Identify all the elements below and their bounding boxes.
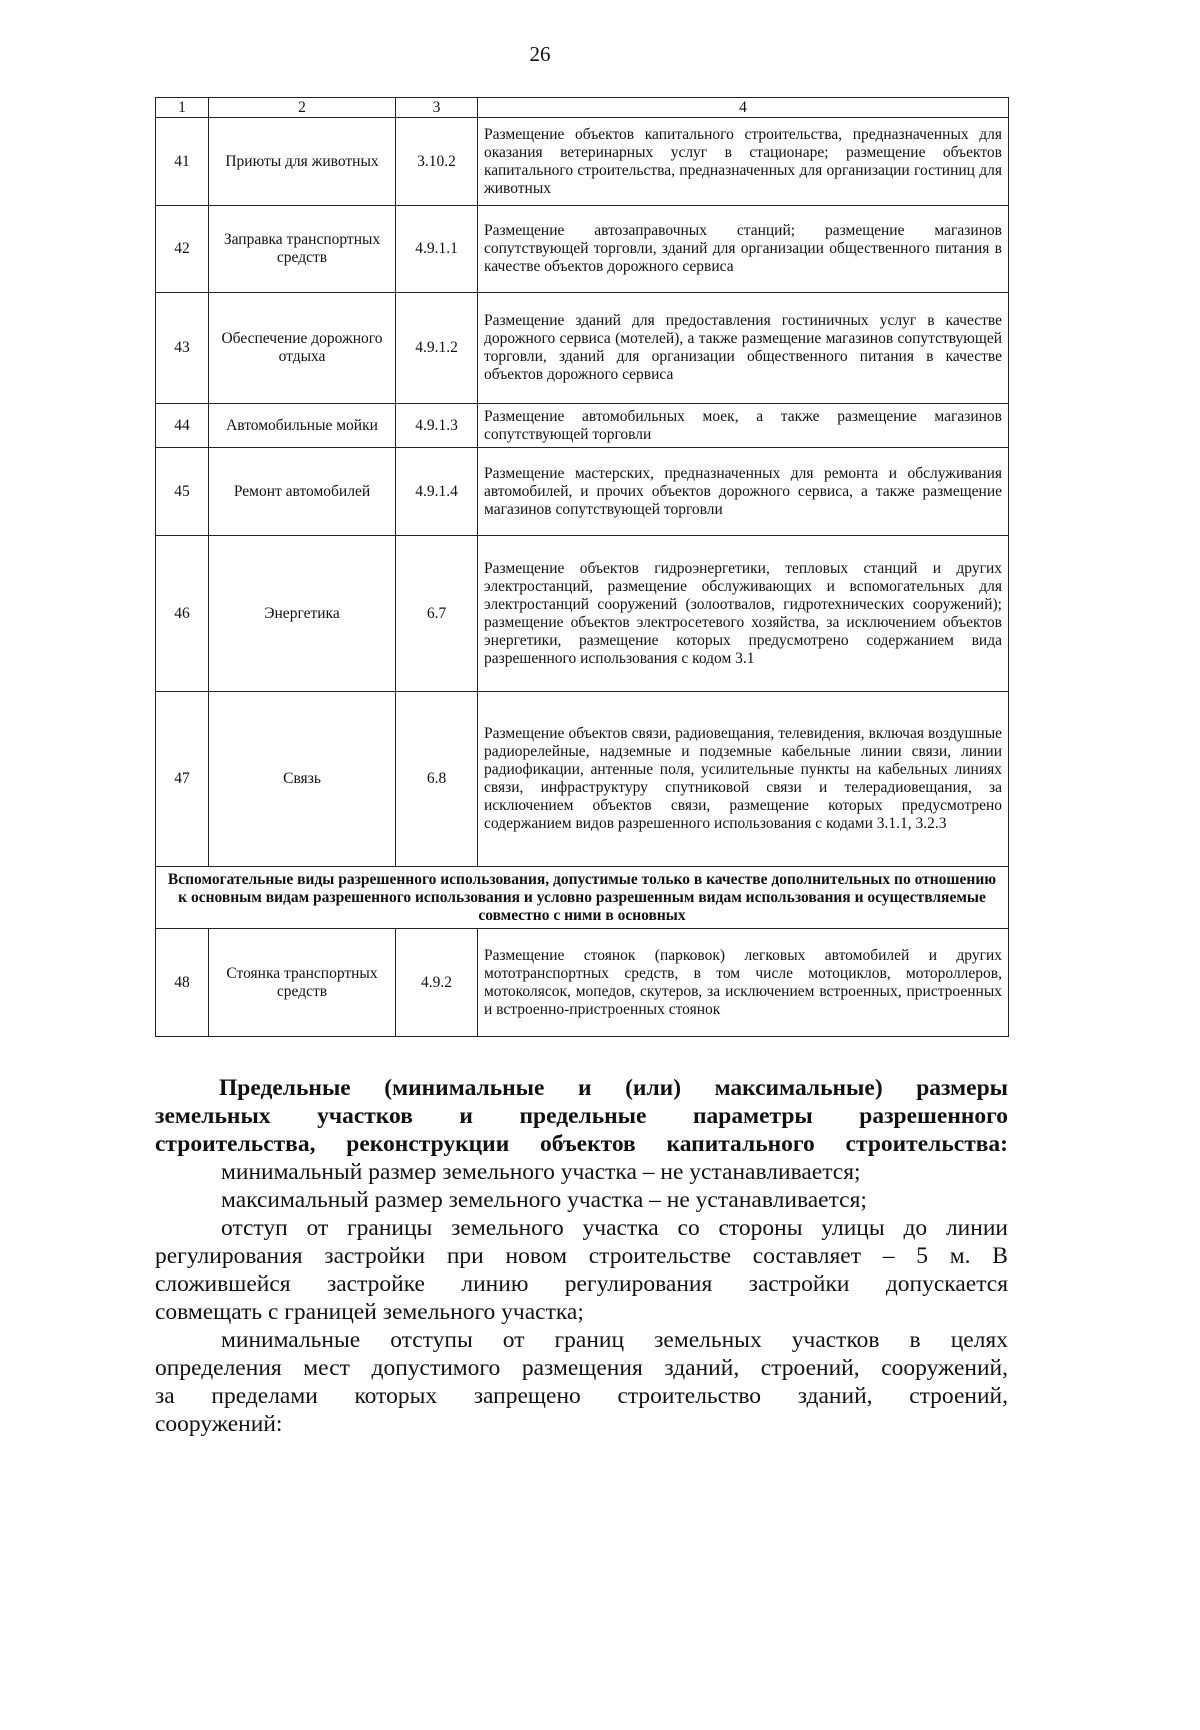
use-code: 4.9.1.3: [396, 404, 478, 448]
row-number: 45: [156, 448, 209, 536]
section-row: [156, 867, 1009, 929]
use-description: Размещение объектов капитального строительства, предназначенных для оказания ветеринарных услуг в стационаре; размещение объектов капитального строительства, предназначенных для организации гостиниц для животных: [478, 118, 1009, 206]
use-code: 4.9.1.4: [396, 448, 478, 536]
use-name: Энергетика: [209, 536, 396, 692]
row-number: 47: [156, 692, 209, 867]
use-name: Стоянка транспортных средств: [209, 929, 396, 1037]
table-row: [156, 536, 1009, 692]
use-description: Размещение объектов связи, радиовещания, телевидения, включая воздушные радиорелейные, надземные и подземные кабельные линии связи, линии радиофикации, антенные поля, усилительные пункты на кабельных линиях связи, инфраструктуру спутниковой связи и телерадиовещания, за исключением объектов связи, размещение которых предусмотрено содержанием видов разрешенного использования с кодами 3.1.1, 3.2.3: [478, 692, 1009, 867]
use-code: 4.9.1.2: [396, 293, 478, 404]
use-code: 3.10.2: [396, 118, 478, 206]
table-row: [156, 448, 1009, 536]
use-code: 4.9.2: [396, 929, 478, 1037]
page-number: 26: [529, 42, 551, 66]
row-number: 42: [156, 206, 209, 293]
use-name: Ремонт автомобилей: [209, 448, 396, 536]
use-description: Размещение объектов гидроэнергетики, тепловых станций и других электростанций, размещение обслуживающих и вспомогательных для электростанций сооружений (золоотвалов, гидротехнических сооружений); размещение объектов электросетевого хозяйства, за исключением объектов энергетики, размещение которых предусмотрено содержанием вида разрешенного использования с кодом 3.1: [478, 536, 1009, 692]
use-description: Размещение стоянок (парковок) легковых автомобилей и других мототранспортных средств, в том числе мотоциклов, мотороллеров, мотоколясок, мопедов, скутеров, за исключением встроенных, пристроенных и встроенно-пристроенных стоянок: [478, 929, 1009, 1037]
use-description: Размещение мастерских, предназначенных для ремонта и обслуживания автомобилей, и прочих объектов дорожного сервиса, а также размещение магазинов сопутствующей торговли: [478, 448, 1009, 536]
use-code: 6.7: [396, 536, 478, 692]
body-text: [155, 1074, 1008, 1438]
use-name: Автомобильные мойки: [209, 404, 396, 448]
section-title: Вспомогательные виды разрешенного использования, допустимые только в качестве дополнительных по отношению к основным видам разрешенного использования и условно разрешенным видам использования и осуществляемые совместно с ними в основных: [156, 867, 1009, 929]
paragraph-line: минимальные отступы от границ земельных участков в целях: [221, 1327, 1008, 1353]
row-number: 41: [156, 118, 209, 206]
table-row: [156, 404, 1009, 448]
row-number: 46: [156, 536, 209, 692]
paragraph-line: отступ от границы земельного участка со стороны улицы до линии: [221, 1215, 1008, 1241]
heading-line: Предельные (минимальные и (или) максимальные) размеры: [219, 1075, 1008, 1101]
row-number: 43: [156, 293, 209, 404]
paragraph: максимальный размер земельного участка – не устанавливается;: [221, 1187, 867, 1213]
section-heading: [155, 1074, 1008, 1158]
table-row: [156, 118, 1009, 206]
use-code: 6.8: [396, 692, 478, 867]
paragraph-line: за пределами которых запрещено строительство зданий, строений,: [155, 1383, 1008, 1409]
use-code: 4.9.1.1: [396, 206, 478, 293]
table-header-row: [156, 98, 1009, 118]
column-header: 2: [209, 98, 396, 118]
heading-line: земельных участков и предельные параметры разрешенного: [155, 1103, 1008, 1129]
table-row: [156, 929, 1009, 1037]
heading-line: строительства, реконструкции объектов капитального строительства:: [155, 1131, 1008, 1157]
paragraph-line: совмещать с границей земельного участка;: [155, 1299, 584, 1325]
row-number: 44: [156, 404, 209, 448]
paragraph-line: определения мест допустимого размещения зданий, строений, сооружений,: [155, 1355, 1008, 1381]
table-row: [156, 206, 1009, 293]
paragraph-line: сложившейся застройке линию регулирования застройки допускается: [155, 1271, 1008, 1297]
table-row: [156, 692, 1009, 867]
use-name: Приюты для животных: [209, 118, 396, 206]
use-description: Размещение зданий для предоставления гостиничных услуг в качестве дорожного сервиса (мотелей), а также размещение магазинов сопутствующей торговли, зданий для организации общественного питания в качестве объектов дорожного сервиса: [478, 293, 1009, 404]
use-name: Связь: [209, 692, 396, 867]
column-header: 3: [396, 98, 478, 118]
row-number: 48: [156, 929, 209, 1037]
paragraph-line: регулирования застройки при новом строительстве составляет – 5 м. В: [155, 1243, 1008, 1269]
use-name: Заправка транспортных средств: [209, 206, 396, 293]
use-description: Размещение автозаправочных станций; размещение магазинов сопутствующей торговли, зданий для организации общественного питания в качестве объектов дорожного сервиса: [478, 206, 1009, 293]
column-header: 4: [478, 98, 1009, 118]
use-name: Обеспечение дорожного отдыха: [209, 293, 396, 404]
paragraph: минимальный размер земельного участка – не устанавливается;: [221, 1159, 861, 1185]
use-description: Размещение автомобильных моек, а также размещение магазинов сопутствующей торговли: [478, 404, 1009, 448]
paragraph-line: сооружений:: [155, 1411, 283, 1437]
column-header: 1: [156, 98, 209, 118]
land-use-table: [155, 97, 1009, 1037]
table-row: [156, 293, 1009, 404]
